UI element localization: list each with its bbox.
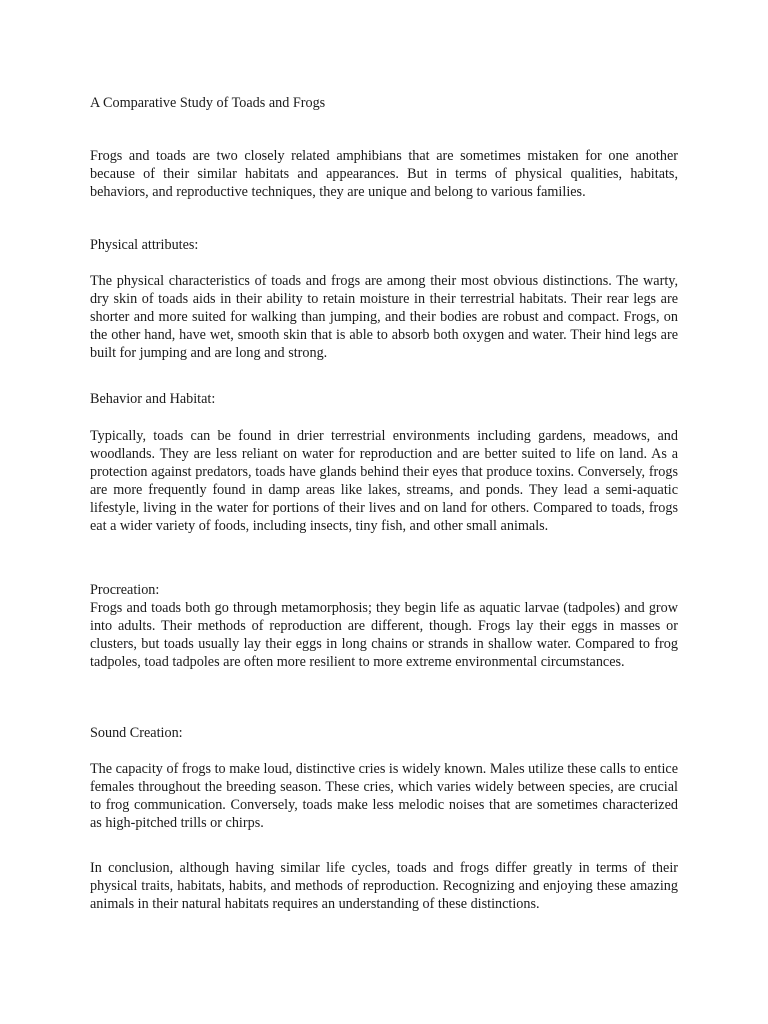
section-body-procreation: Frogs and toads both go through metamorphosis; they begin life as aquatic larvae (tadpoles) and grow into adults. Their methods of reproduction are different, though. Frogs lay their eggs in masses or clusters, but toads usually lay their eggs in long chains or strands in shallow water. Compared to frog tadpoles, toad tadpoles are often more resilient to more extreme environmental circumstances.	[90, 600, 678, 670]
document-title: A Comparative Study of Toads and Frogs	[90, 95, 326, 111]
section-heading-procreation: Procreation:	[90, 582, 160, 598]
section-heading-behavior: Behavior and Habitat:	[90, 391, 216, 407]
section-heading-physical: Physical attributes:	[90, 237, 199, 253]
intro-paragraph: Frogs and toads are two closely related amphibians that are sometimes mistaken for one another because of their similar habitats and appearances. But in terms of physical qualities, habitats, behaviors, and reproductive techniques, they are unique and belong to various families.	[90, 148, 678, 200]
section-body-sound: The capacity of frogs to make loud, distinctive cries is widely known. Males utilize these calls to entice females throughout the breeding season. These cries, which varies widely between species, are crucial to frog communication. Conversely, toads make less melodic noises that are sometimes characterized as high-pitched trills or chirps.	[90, 761, 678, 831]
conclusion-paragraph: In conclusion, although having similar life cycles, toads and frogs differ greatly in terms of their physical traits, habitats, habits, and methods of reproduction. Recognizing and enjoying these amazing animals in their natural habitats requires an understanding of these distinctions.	[90, 860, 678, 912]
section-body-behavior: Typically, toads can be found in drier terrestrial environments including gardens, meadows, and woodlands. They are less reliant on water for reproduction and are better suited to life on land. As a protection against predators, toads have glands behind their eyes that produce toxins. Conversely, frogs are more frequently found in damp areas like lakes, streams, and ponds. They lead a semi-aquatic lifestyle, living in the water for portions of their lives and on land for others. Compared to toads, frogs eat a wider variety of foods, including insects, tiny fish, and other small animals.	[90, 428, 678, 534]
section-body-physical: The physical characteristics of toads and frogs are among their most obvious distinctions. The warty, dry skin of toads aids in their ability to retain moisture in their terrestrial habitats. Their rear legs are shorter and more suited for walking than jumping, and their bodies are robust and compact. Frogs, on the other hand, have wet, smooth skin that is able to absorb both oxygen and water. Their hind legs are built for jumping and are long and strong.	[90, 273, 678, 361]
section-heading-sound: Sound Creation:	[90, 725, 183, 741]
